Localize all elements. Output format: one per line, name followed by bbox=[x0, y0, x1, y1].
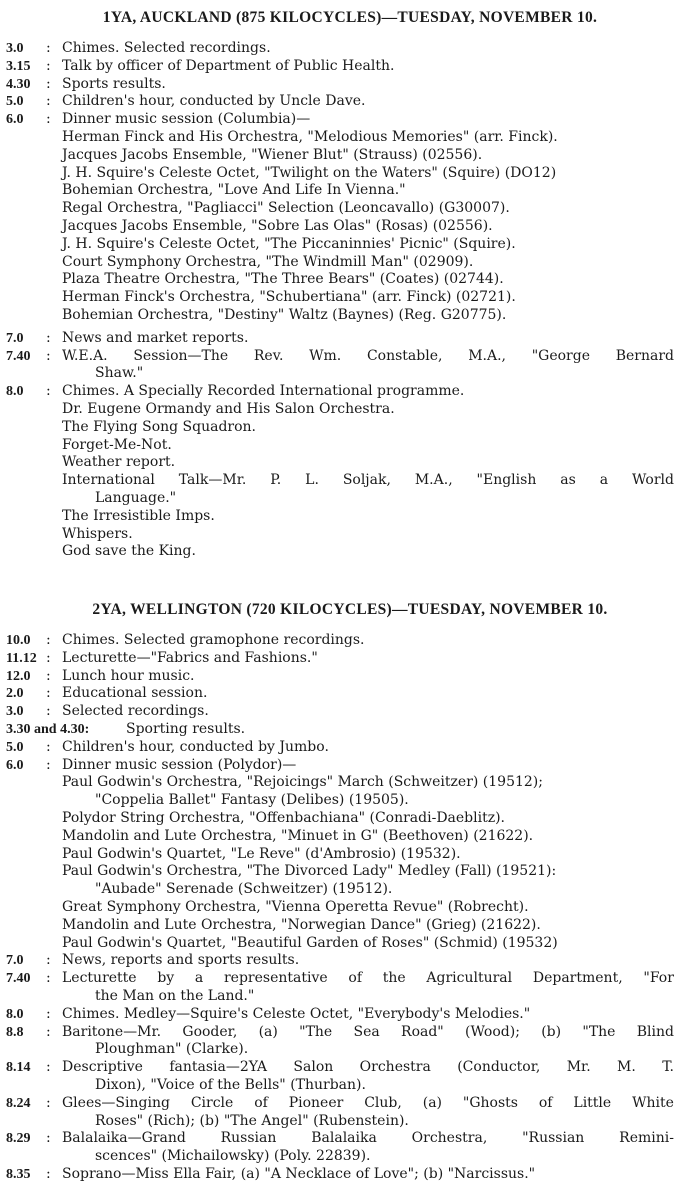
programme-text: Descriptive fantasia—2YA Salon Orchestra (Conductor, Mr. M. T. bbox=[62, 1059, 674, 1076]
programme-item: Paul Godwin's Orchestra, "The Divorced Lady" Medley (Fall) (19521): bbox=[62, 863, 557, 880]
programme-line bbox=[0, 739, 700, 757]
programme-line bbox=[0, 76, 700, 94]
programme-item: Great Symphony Orchestra, "Vienna Operetta Revue" (Robrecht). bbox=[62, 898, 529, 915]
time-colon: : bbox=[46, 1005, 51, 1022]
programme-continuation: Ploughman" (Clarke). bbox=[95, 1041, 249, 1058]
programme-item: International Talk—Mr. P. L. Soljak, M.A., "English as a World bbox=[62, 472, 674, 489]
programme-item: Regal Orchestra, "Pagliacci" Selection (Leoncavallo) (G30007). bbox=[62, 200, 510, 217]
station-2ya bbox=[0, 598, 700, 1184]
programme-item: Bohemian Orchestra, "Love And Life In Vienna." bbox=[62, 182, 406, 199]
programme-line bbox=[0, 271, 700, 289]
programme-text: Dinner music session (Columbia)— bbox=[62, 111, 311, 128]
programme-line bbox=[0, 419, 700, 437]
programme-line bbox=[0, 846, 700, 864]
programme-text: News and market reports. bbox=[62, 329, 249, 346]
time-label: 3.0 bbox=[6, 704, 24, 720]
programme-list bbox=[0, 632, 700, 1184]
programme-item: Herman Finck's Orchestra, "Schubertiana" (arr. Finck) (02721). bbox=[62, 289, 516, 306]
programme-text: W.E.A. Session—The Rev. Wm. Constable, M.A., "George Bernard bbox=[62, 347, 674, 364]
time-label: 8.35 bbox=[6, 1166, 31, 1182]
programme-text: Baritone—Mr. Gooder, (a) "The Sea Road" (Wood); (b) "The Blind bbox=[62, 1023, 674, 1040]
programme-line bbox=[0, 472, 700, 490]
programme-item: J. H. Squire's Celeste Octet, "Twilight on the Waters" (Squire) (DO12) bbox=[62, 164, 557, 181]
programme-text: Dinner music session (Polydor)— bbox=[62, 756, 297, 773]
programme-text: Soprano—Miss Ella Fair, (a) "A Necklace of Love"; (b) "Narcissus." bbox=[62, 1165, 536, 1182]
programme-line bbox=[0, 1041, 700, 1059]
programme-text: Talk by officer of Department of Public Health. bbox=[62, 57, 395, 74]
programme-text: Sports results. bbox=[62, 75, 166, 92]
programme-text: Balalaika—Grand Russian Balalaika Orchestra, "Russian Remini- bbox=[62, 1130, 674, 1147]
time-label: 10.0 bbox=[6, 633, 31, 648]
programme-line bbox=[0, 792, 700, 810]
programme-item: Bohemian Orchestra, "Destiny" Waltz (Baynes) (Reg. G20775). bbox=[62, 306, 507, 323]
programme-item: The Irresistible Imps. bbox=[62, 507, 215, 524]
time-label: 7.0 bbox=[6, 953, 24, 969]
time-colon: : bbox=[46, 347, 51, 364]
programme-line bbox=[0, 1077, 700, 1095]
programme-line bbox=[0, 218, 700, 236]
time-colon: : bbox=[46, 952, 51, 969]
time-colon: : bbox=[46, 667, 51, 684]
time-colon: : bbox=[46, 649, 51, 666]
time-label: 5.0 bbox=[6, 94, 24, 110]
programme-line bbox=[0, 1113, 700, 1131]
time-colon: : bbox=[46, 1059, 51, 1076]
time-label: 6.0 bbox=[6, 757, 24, 773]
time-label: 12.0 bbox=[6, 668, 31, 684]
programme-line bbox=[0, 650, 700, 668]
programme-line bbox=[0, 147, 700, 165]
station-1ya bbox=[0, 6, 700, 561]
programme-continuation: scences" (Michailowsky) (Poly. 22839). bbox=[95, 1148, 371, 1165]
time-colon: : bbox=[46, 40, 51, 56]
programme-line bbox=[0, 236, 700, 254]
programme-line bbox=[0, 970, 700, 988]
programme-text: Glees—Singing Circle of Pioneer Club, (a) "Ghosts of Little White bbox=[62, 1094, 674, 1111]
programme-line bbox=[0, 935, 700, 953]
programme-item: Herman Finck and His Orchestra, "Melodious Memories" (arr. Finck). bbox=[62, 128, 558, 145]
programme-continuation: Dixon), "Voice of the Bells" (Thurban). bbox=[95, 1076, 366, 1093]
programme-item: Mandolin and Lute Orchestra, "Minuet in G" (Beethoven) (21622). bbox=[62, 827, 534, 844]
time-label: 7.40 bbox=[6, 971, 31, 987]
programme-line bbox=[0, 526, 700, 544]
programme-line bbox=[0, 1166, 700, 1184]
station-heading: 1YA, AUCKLAND (875 KILOCYCLES)—TUESDAY, NOVEMBER 10. bbox=[102, 9, 598, 26]
station-heading: 2YA, WELLINGTON (720 KILOCYCLES)—TUESDAY, NOVEMBER 10. bbox=[92, 601, 608, 618]
programme-line bbox=[0, 828, 700, 846]
programme-text: Lunch hour music. bbox=[62, 667, 195, 684]
programme-item: Jacques Jacobs Ensemble, "Wiener Blut" (Strauss) (02556). bbox=[62, 146, 483, 163]
programme-item: Mandolin and Lute Orchestra, "Norwegian Dance" (Grieg) (21622). bbox=[62, 916, 541, 933]
programme-text: Chimes. Selected recordings. bbox=[62, 40, 271, 56]
programme-line bbox=[0, 129, 700, 147]
programme-line bbox=[0, 454, 700, 472]
programme-line bbox=[0, 508, 700, 526]
time-label: 2.0 bbox=[6, 686, 24, 702]
programme-line bbox=[0, 1130, 700, 1148]
programme-line bbox=[0, 952, 700, 970]
time-colon: : bbox=[46, 1130, 51, 1147]
programme-line bbox=[0, 111, 700, 129]
programme-text: Children's hour, conducted by Jumbo. bbox=[62, 738, 329, 755]
time-colon: : bbox=[46, 632, 51, 648]
programme-line bbox=[0, 289, 700, 307]
time-colon: : bbox=[46, 93, 51, 110]
programme-item: Plaza Theatre Orchestra, "The Three Bears" (Coates) (02744). bbox=[62, 271, 504, 288]
programme-item: J. H. Squire's Celeste Octet, "The Piccaninnies' Picnic" (Squire). bbox=[62, 235, 516, 252]
programme-text: Selected recordings. bbox=[62, 703, 209, 720]
time-label: 8.24 bbox=[6, 1095, 31, 1111]
time-label: 8.14 bbox=[6, 1060, 31, 1076]
programme-line bbox=[0, 437, 700, 455]
programme-item: Polydor String Orchestra, "Offenbachiana" (Conradi-Daeblitz). bbox=[62, 809, 506, 826]
programme-item: Dr. Eugene Ormandy and His Salon Orchestra. bbox=[62, 400, 395, 417]
programme-line bbox=[0, 881, 700, 899]
programme-item: Paul Godwin's Orchestra, "Rejoicings" March (Schweitzer) (19512); bbox=[62, 774, 543, 791]
programme-line bbox=[0, 490, 700, 508]
time-label: 5.0 bbox=[6, 739, 24, 755]
programme-line bbox=[0, 182, 700, 200]
time-label: 8.8 bbox=[6, 1024, 24, 1040]
programme-line bbox=[0, 721, 700, 739]
programme-continuation: the Man on the Land." bbox=[95, 987, 255, 1004]
programme-item: Paul Godwin's Quartet, "Le Reve" (d'Ambrosio) (19532). bbox=[62, 845, 461, 862]
programme-line bbox=[0, 330, 700, 348]
programme-text: News, reports and sports results. bbox=[62, 952, 300, 969]
time-label: 7.40 bbox=[6, 348, 31, 364]
time-label: 3.30 and 4.30: bbox=[6, 721, 90, 737]
time-colon: : bbox=[46, 685, 51, 702]
programme-line bbox=[0, 685, 700, 703]
time-colon: : bbox=[46, 1165, 51, 1182]
programme-line bbox=[0, 401, 700, 419]
time-label: 8.0 bbox=[6, 1006, 24, 1022]
programme-line bbox=[0, 348, 700, 366]
time-label: 8.0 bbox=[6, 384, 24, 400]
programme-line bbox=[0, 58, 700, 76]
programme-line bbox=[0, 917, 700, 935]
time-colon: : bbox=[46, 703, 51, 720]
time-colon: : bbox=[46, 738, 51, 755]
time-label: 4.30 bbox=[6, 76, 31, 92]
programme-text: Lecturette by a representative of the Agricultural Department, "For bbox=[62, 970, 674, 987]
programme-line bbox=[0, 988, 700, 1006]
time-colon: : bbox=[46, 970, 51, 987]
programme-item: Jacques Jacobs Ensemble, "Sobre Las Olas" (Rosas) (02556). bbox=[62, 217, 493, 234]
programme-item: The Flying Song Squadron. bbox=[62, 418, 257, 435]
time-label: 3.0 bbox=[6, 41, 24, 56]
programme-text: Lecturette—"Fabrics and Fashions." bbox=[62, 649, 318, 666]
programme-text: Chimes. Selected gramophone recordings. bbox=[62, 632, 365, 648]
programme-text: Sporting results. bbox=[126, 720, 246, 737]
time-label: 6.0 bbox=[6, 112, 24, 128]
programme-continuation: Shaw." bbox=[95, 365, 144, 382]
programme-line bbox=[0, 1006, 700, 1024]
programme-line bbox=[0, 774, 700, 792]
programme-text: Educational session. bbox=[62, 685, 208, 702]
programme-line bbox=[0, 632, 700, 650]
time-label: 8.29 bbox=[6, 1131, 31, 1147]
programme-line bbox=[0, 899, 700, 917]
programme-continuation: Language." bbox=[95, 489, 177, 506]
programme-line bbox=[0, 365, 700, 383]
programme-line bbox=[0, 383, 700, 401]
programme-continuation: Roses" (Rich); (b) "The Angel" (Rubenstein). bbox=[95, 1112, 409, 1129]
programme-item: Weather report. bbox=[62, 454, 176, 471]
programme-line bbox=[0, 307, 700, 325]
programme-list bbox=[0, 40, 700, 561]
programme-line bbox=[0, 1148, 700, 1166]
programme-line bbox=[0, 810, 700, 828]
programme-line bbox=[0, 543, 700, 561]
programme-line bbox=[0, 757, 700, 775]
programme-line bbox=[0, 668, 700, 686]
programme-item: God save the King. bbox=[62, 543, 196, 560]
programme-text: Chimes. A Specially Recorded International programme. bbox=[62, 383, 465, 400]
programme-line bbox=[0, 165, 700, 183]
programme-line bbox=[0, 40, 700, 58]
time-colon: : bbox=[46, 329, 51, 346]
time-colon: : bbox=[46, 1023, 51, 1040]
programme-line bbox=[0, 93, 700, 111]
programme-line bbox=[0, 1095, 700, 1113]
programme-line bbox=[0, 1059, 700, 1077]
programme-line bbox=[0, 703, 700, 721]
programme-continuation: "Aubade" Serenade (Schweitzer) (19512). bbox=[95, 881, 393, 898]
programme-item: Paul Godwin's Quartet, "Beautiful Garden of Roses" (Schmid) (19532) bbox=[62, 934, 558, 951]
time-label: 7.0 bbox=[6, 330, 24, 346]
programme-item: Court Symphony Orchestra, "The Windmill Man" (02909). bbox=[62, 253, 474, 270]
time-colon: : bbox=[46, 756, 51, 773]
programme-text: Children's hour, conducted by Uncle Dave. bbox=[62, 93, 366, 110]
programme-item: Whispers. bbox=[62, 525, 133, 542]
time-colon: : bbox=[46, 111, 51, 128]
programme-item: Forget-Me-Not. bbox=[62, 436, 172, 453]
programme-line bbox=[0, 254, 700, 272]
time-label: 11.12 bbox=[6, 650, 37, 666]
time-colon: : bbox=[46, 75, 51, 92]
programme-text: Chimes. Medley—Squire's Celeste Octet, "Everybody's Melodies." bbox=[62, 1005, 531, 1022]
programme-continuation: "Coppelia Ballet" Fantasy (Delibes) (19505). bbox=[95, 792, 409, 809]
time-label: 3.15 bbox=[6, 58, 31, 74]
programme-line bbox=[0, 1024, 700, 1042]
time-colon: : bbox=[46, 57, 51, 74]
time-colon: : bbox=[46, 383, 51, 400]
programme-line bbox=[0, 200, 700, 218]
programme-line bbox=[0, 863, 700, 881]
time-colon: : bbox=[46, 1094, 51, 1111]
